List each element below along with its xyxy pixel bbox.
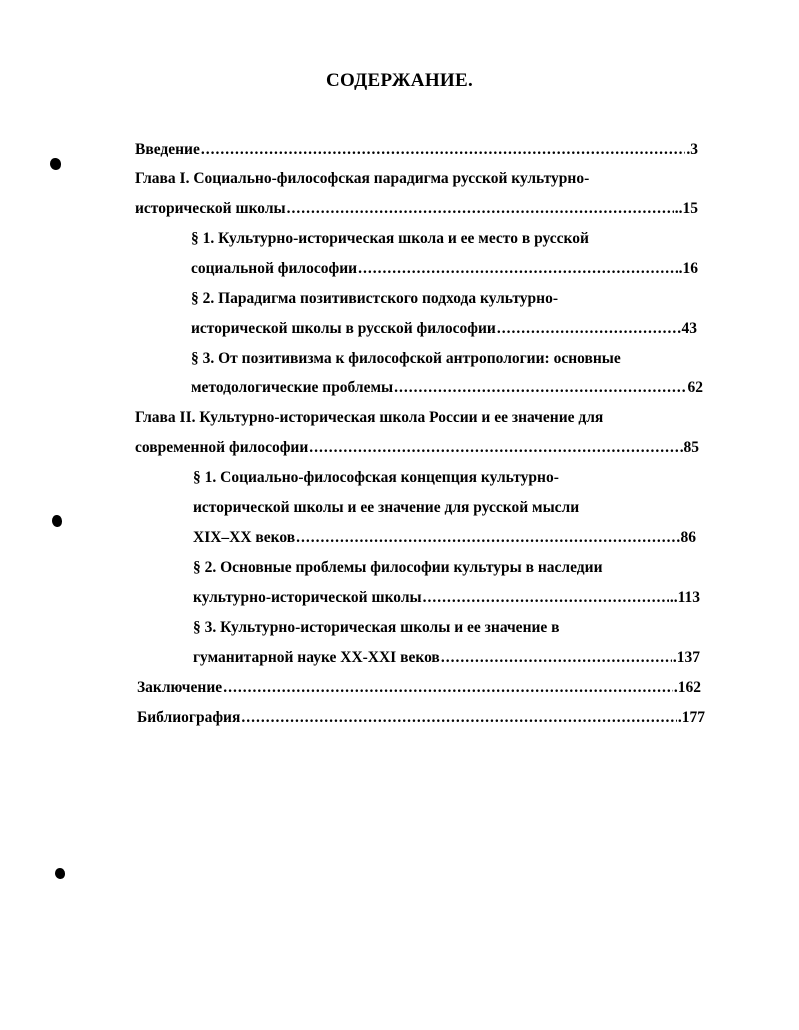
toc-page-number: .162 [673, 679, 701, 696]
page-title: СОДЕРЖАНИЕ. [325, 70, 474, 91]
toc-page-number: 85 [683, 439, 699, 456]
toc-page-number: .137 [672, 649, 700, 666]
toc-leader-dots [309, 438, 682, 458]
toc-leader-dots [358, 259, 678, 279]
toc-entry-label: культурно-исторической школы [193, 589, 422, 606]
toc-leader-dots [223, 678, 673, 698]
toc-entry-label: Заключение [137, 679, 223, 696]
toc-entry-label: исторической школы [135, 200, 286, 217]
punch-hole-mark [50, 158, 61, 170]
toc-entry-chapter-1 [135, 199, 698, 219]
toc-entry-introduction [135, 140, 698, 160]
toc-section-1-1-title: § 1. Культурно-историческая школа и ее место в русской [191, 230, 589, 247]
toc-entry-section-2-2 [193, 588, 700, 608]
toc-section-2-1-title: § 1. Социально-философская концепция культурно- [193, 469, 559, 486]
toc-section-1-3-title: § 3. От позитивизма к философской антропологии: основные [191, 350, 621, 367]
toc-leader-dots [423, 588, 669, 608]
punch-hole-mark [52, 515, 62, 527]
toc-page-number: 86 [680, 529, 696, 546]
toc-entry-label: Библиография [137, 709, 241, 726]
toc-entry-label: методологические проблемы [191, 379, 394, 396]
toc-leader-dots [296, 528, 679, 548]
toc-entry-label: социальной философии [191, 260, 358, 277]
toc-entry-section-2-1 [193, 528, 696, 548]
toc-section-1-2-title: § 2. Парадигма позитивистского подхода культурно- [191, 290, 558, 307]
toc-leader-dots [497, 319, 681, 339]
toc-entry-bibliography [137, 708, 705, 728]
toc-entry-section-1-1 [191, 259, 698, 279]
toc-entry-label: XIX–XX веков [193, 529, 296, 546]
toc-leader-dots [287, 199, 674, 219]
toc-section-2-2-title: § 2. Основные проблемы философии культуры в наследии [193, 559, 603, 576]
toc-leader-dots [394, 378, 686, 398]
toc-page-number: .16 [678, 260, 698, 277]
toc-entry-label: Введение [135, 141, 200, 158]
toc-entry-section-1-2 [191, 319, 697, 339]
toc-entry-section-1-3 [191, 378, 703, 398]
toc-page-number: 43 [681, 320, 697, 337]
toc-entry-chapter-2 [135, 438, 699, 458]
toc-section-2-1-title-cont: исторической школы и ее значение для русской мысли [193, 499, 580, 516]
punch-hole-mark [55, 868, 65, 879]
toc-chapter-1-title: Глава I. Социально-философская парадигма русской культурно- [135, 170, 590, 187]
toc-page-number: 62 [687, 379, 703, 396]
toc-entry-label: гуманитарной науке XX-XXI веков [193, 649, 440, 666]
toc-section-2-3-title: § 3. Культурно-историческая школы и ее значение в [193, 619, 560, 636]
toc-entry-conclusion [137, 678, 701, 698]
toc-entry-section-2-3 [193, 648, 700, 668]
toc-leader-dots [201, 140, 686, 160]
toc-entry-label: современной философии [135, 439, 309, 456]
toc-page-number: .3 [686, 141, 698, 158]
toc-leader-dots [441, 648, 672, 668]
toc-page-number: .177 [677, 709, 705, 726]
toc-page-number: ..15 [674, 200, 698, 217]
toc-leader-dots [241, 708, 677, 728]
toc-entry-label: исторической школы в русской философии [191, 320, 496, 337]
toc-chapter-2-title: Глава II. Культурно-историческая школа России и ее значение для [135, 409, 604, 426]
toc-page-number: ..113 [669, 589, 700, 606]
